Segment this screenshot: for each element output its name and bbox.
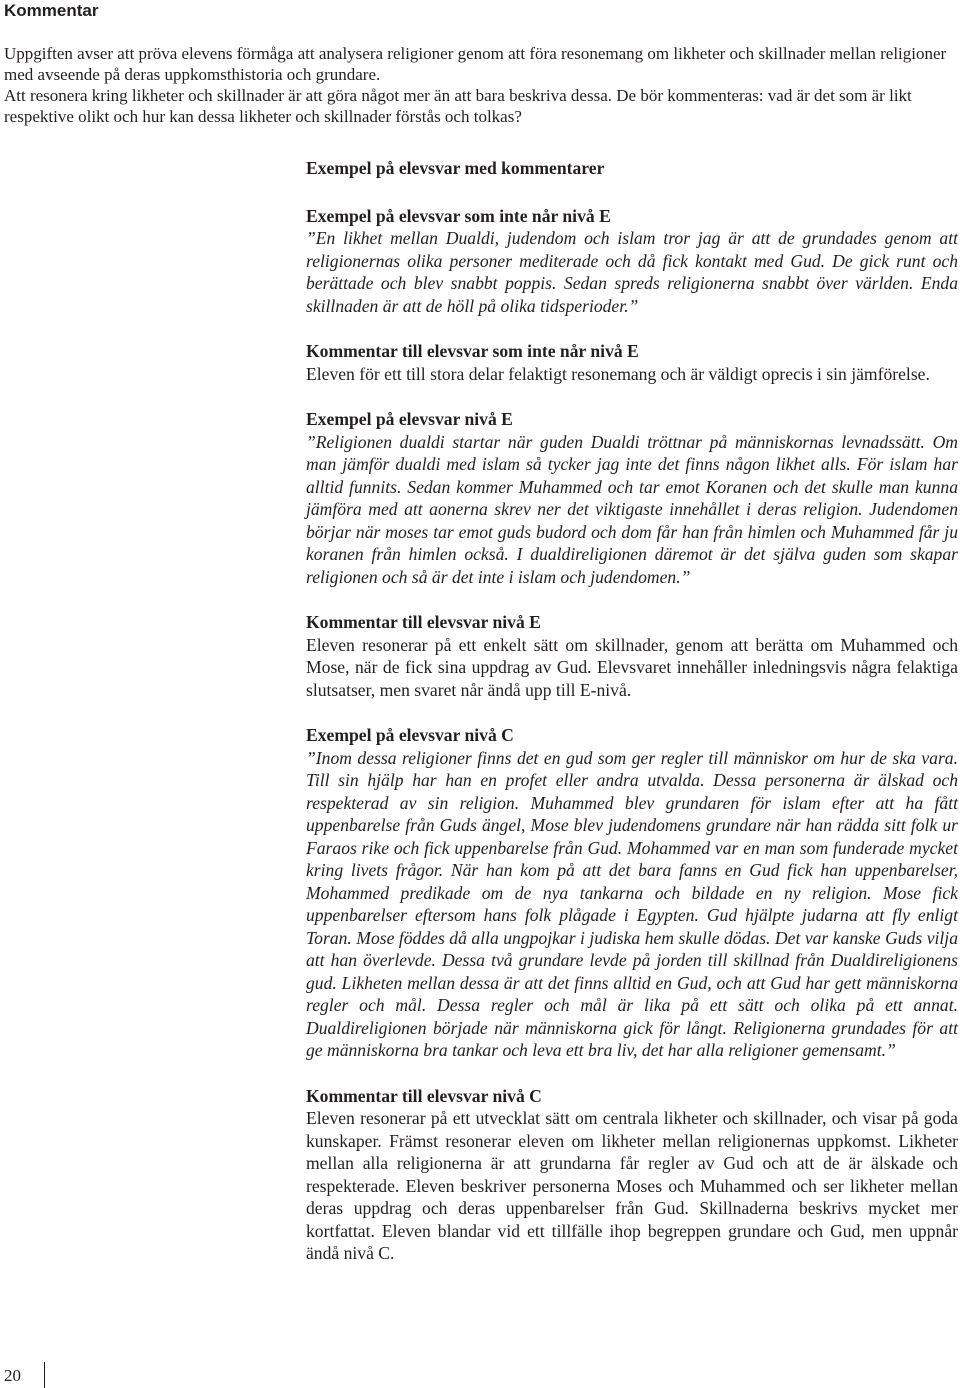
comment-block-e [306, 611, 958, 701]
intro-text [4, 43, 956, 127]
block-title: Kommentar till elevsvar nivå C [306, 1085, 542, 1106]
comment-text: Eleven resonerar på ett enkelt sätt om skillnader, genom att berätta om Muhammed och Mose, när de fick sina uppdrag av Gud. Elevsvaret innehåller inledningsvis några felaktiga slutsatser, men svaret når ändå upp till E-nivå. [306, 634, 958, 700]
answer-block-e [306, 408, 958, 588]
block-title: Kommentar till elevsvar som inte når nivå E [306, 341, 639, 361]
block-title: Exempel på elevsvar nivå C [306, 725, 514, 745]
student-answer-text: ”Inom dessa religioner finns det en gud som ger regler till människor om hur de ska vara. Till sin hjälp har han en profet eller andra utvalda. Dessa personerna är älskad och respekterad av sin religion. Muhammed blev grundaren för islam efter att ha fått uppenbarelse från Guds ängel, Mose blev judendomens grundare när han rädda sitt folk ur Faraos rike och fick uppenbarelse från Gud. Mohammed var en man som funderade mycket kring livets frågor. När han kom på att det bara fanns en Gud fick han uppenbarelser, Mohammed predikade om de nya tankarna och bildade en ny religion. Mose fick uppenbarelser eftersom hans folk plågade i Egypten. Gud hjälpte judarna att fly enligt Toran. Mose föddes då alla ungpojkar i judiska hem skulle dödas. Det var kanske Guds vilja att han överlevde. Dessa två grundare levde på jorden till skillnad från Dualdireligionens gud. Likheten mellan dessa är att det finns alltid en Gud, och att Gud har gett människorna regler och mål. Dessa regler och mål är lika på ett sätt och olika på ett annat. Dualdireligionen började när människorna gick för långt. Religionerna grundades för att ge människorna bra tankar och leva ett bra liv, det har alla religioner gemensamt.” [306, 747, 958, 1060]
block-title: Exempel på elevsvar nivå E [306, 409, 513, 429]
intro-paragraph: Att resonera kring likheter och skillnader är att göra något mer än att bara beskriva dessa. De bör kommenteras: vad är det som är likt respektive olikt och hur kan dessa likheter och skillnader förstås och tolkas? [4, 86, 912, 126]
comment-text: Eleven för ett till stora delar felaktigt resonemang och är väldigt oprecis i sin jämförelse. [306, 363, 930, 384]
page-heading: Kommentar [4, 1, 99, 20]
comment-text: Eleven resonerar på ett utvecklat sätt om centrala likheter och skillnader, och visar på goda kunskaper. Främst resonerar eleven om likheter mellan religionernas uppkomst. Likheter mellan alla religionerna är att grundarna får regler av Gud och att de är älskade och respekterade. Eleven beskriver personerna Moses och Muhammed och ser likheter mellan deras uppdrag och deras uppenbarelser från Gud. Skillnaderna beskrivs mycket mer kortfattat. Eleven blandar vid ett tillfälle ihop begreppen grundare och Gud, men uppnår ändå nivå C. [306, 1108, 958, 1263]
page-number: 20 [4, 1366, 21, 1385]
comment-block-below-e [306, 340, 958, 385]
main-column [306, 157, 958, 1288]
comment-block-c [306, 1085, 958, 1265]
block-title: Kommentar till elevsvar nivå E [306, 612, 541, 632]
answer-block-c [306, 724, 958, 1062]
block-title: Exempel på elevsvar som inte når nivå E [306, 205, 611, 226]
page-number-divider [44, 1362, 45, 1388]
section-title: Exempel på elevsvar med kommentarer [306, 158, 605, 178]
intro-paragraph: Uppgiften avser att pröva elevens förmåga att analysera religioner genom att föra resonemang om likheter och skillnader mellan religioner med avseende på deras uppkomsthistoria och grundare. [4, 44, 947, 84]
answer-block-below-e [306, 205, 958, 318]
student-answer-text: ”En likhet mellan Dualdi, judendom och islam tror jag är att de grundades genom att religionernas olika personer mediterade och då fick kontakt med Gud. De gick runt och berättade och blev snabbt poppis. Sedan spreds religionerna snabbt över världen. Enda skillnaden är att de höll på olika tidsperioder.” [306, 228, 958, 316]
student-answer-text: ”Religionen dualdi startar när guden Dualdi tröttnar på människornas levnadssätt. Om man jämför dualdi med islam så tycker jag inte det finns någon likhet alls. För islam har alltid funnits. Sedan kommer Muhammed och tar emot Koranen och det skulle man kunna jämföra med att aonerna skrev ner det viktigaste innehållet i deras religion. Judendomen börjar när moses tar emot guds budord och dom får han från himlen och Muhammed får ju koranen från himlen också. I dualdireligionen däremot är det själva guden som skapar religionen och så är det inte i islam och judendomen.” [306, 431, 958, 587]
